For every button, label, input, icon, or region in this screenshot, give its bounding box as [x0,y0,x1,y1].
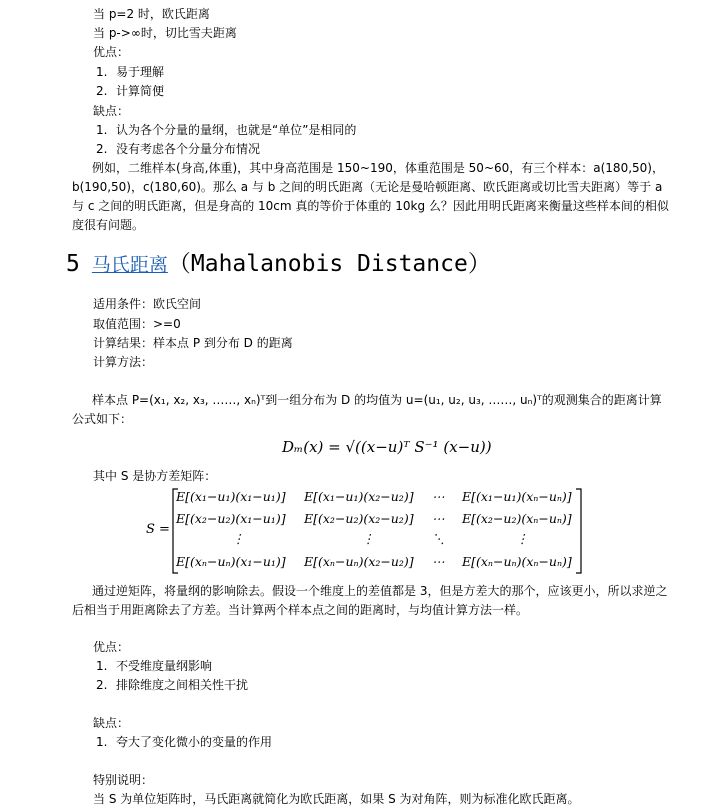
list-item [96,82,164,101]
list-number: 2. [96,84,108,98]
matrix-cell: E[(xₙ−uₙ)(x₂−u₂)] [304,554,414,569]
matrix-cell: ⋱ [432,531,445,546]
list-item [96,63,164,82]
cons-title: 缺点： [93,716,130,730]
matrix-cell: ⋮ [232,531,245,546]
section-heading [66,249,491,280]
covariance-matrix [146,487,586,575]
description-paragraph [72,391,672,429]
explain-paragraph [72,582,672,620]
list-item [96,733,272,752]
list-item [96,676,248,695]
list-number: 2. [96,678,108,692]
list-number: 1. [96,659,108,673]
matrix-cell: E[(x₂−u₂)(x₂−u₂)] [304,511,414,526]
matrix-cell: E[(xₙ−uₙ)(x₁−u₁)] [176,554,286,569]
range-line: 取值范围：>=0 [93,317,181,331]
section-title-rest: （Mahalanobis Distance） [167,251,491,277]
example-text: 例如，二维样本(身高,体重)，其中身高范围是 150~190，体重范围是 50~60，有三个样本：a(180,50)，b(190,50)，c(180,60)。那么 a 与 b 之间的明氏距离（无论是曼哈顿距离、欧氏距离或切比雪夫距离）等于 a 与 c 之间的明氏距离，但是身高的 10cm 真的等价于体重的 10kg 么？因此用明氏距离来衡量这些样本间的相似度很有问题。 [72,161,669,232]
matrix-cell: ⋯ [432,489,445,504]
matrix-cell: E[(x₁−u₁)(xₙ−uₙ)] [462,489,572,504]
matrix-cell: E[(xₙ−uₙ)(xₙ−uₙ)] [462,554,572,569]
pros-title: 优点： [93,640,130,654]
matrix-cell: E[(x₁−u₁)(x₂−u₂)] [304,489,414,504]
method-line: 计算方法： [93,355,154,369]
list-text: 不受维度量纲影响 [116,659,213,673]
matrix-cell: ⋯ [432,511,445,526]
matrix-cell: E[(x₂−u₂)(x₁−u₁)] [176,511,286,526]
list-item [96,140,260,159]
result-line: 计算结果：样本点 P 到分布 D 的距离 [93,336,293,350]
pros-title: 优点： [93,45,130,59]
matrix-cell: ⋯ [432,554,445,569]
mahalanobis-formula: Dₘ(x) = √((x−u)ᵀ S⁻¹ (x−u)) [282,438,492,456]
matrix-cell: ⋮ [362,531,375,546]
list-number: 1. [96,123,108,137]
mahalanobis-link[interactable]: 马氏距离 [91,254,168,276]
list-number: 1. [96,735,108,749]
matrix-cell: E[(x₁−u₁)(x₁−u₁)] [176,489,286,504]
matrix-cell: E[(x₂−u₂)(xₙ−uₙ)] [462,511,572,526]
p2-line: 当 p=2 时，欧氏距离 [93,7,210,21]
description-text: 样本点 P=(x₁, x₂, x₃, ……, xₙ)ᵀ到一组分布为 D 的均值为 u=(u₁, u₂, u₃, ……, uₙ)ᵀ的观测集合的距离计算公式如下： [72,393,662,426]
special-title: 特别说明： [93,773,154,787]
cons-title: 缺点： [93,104,130,118]
list-text: 认为各个分量的量纲，也就是“单位”是相同的 [116,123,357,137]
list-text: 没有考虑各个分量分布情况 [116,142,261,156]
condition-line: 适用条件：欧氏空间 [93,297,202,311]
list-number: 1. [96,65,108,79]
example-paragraph [72,159,672,235]
explain-text: 通过逆矩阵，将量纲的影响除去。假设一个维度上的差值都是 3，但是方差大的那个，应该更小，所以求逆之后相当于用距离除去了方差。当计算两个样本点之间的距离时，与均值计算方法一样。 [72,584,668,617]
list-item [96,657,212,676]
matrix-lhs: S = [146,522,170,537]
list-text: 排除维度之间相关性干扰 [116,678,249,692]
pinf-line: 当 p->∞时，切比雪夫距离 [93,26,237,40]
special-text: 当 S 为单位矩阵时，马氏距离就简化为欧氏距离，如果 S 为对角阵，则为标准化欧氏距离。 [93,792,580,806]
matrix-cell: ⋮ [516,531,529,546]
list-number: 2. [96,142,108,156]
covariance-label: 其中 S 是协方差矩阵： [93,469,217,483]
section-number: 5 [66,251,80,277]
list-text: 易于理解 [116,65,165,79]
list-text: 计算简便 [116,84,165,98]
list-item [96,121,356,140]
list-text: 夸大了变化微小的变量的作用 [116,735,273,749]
